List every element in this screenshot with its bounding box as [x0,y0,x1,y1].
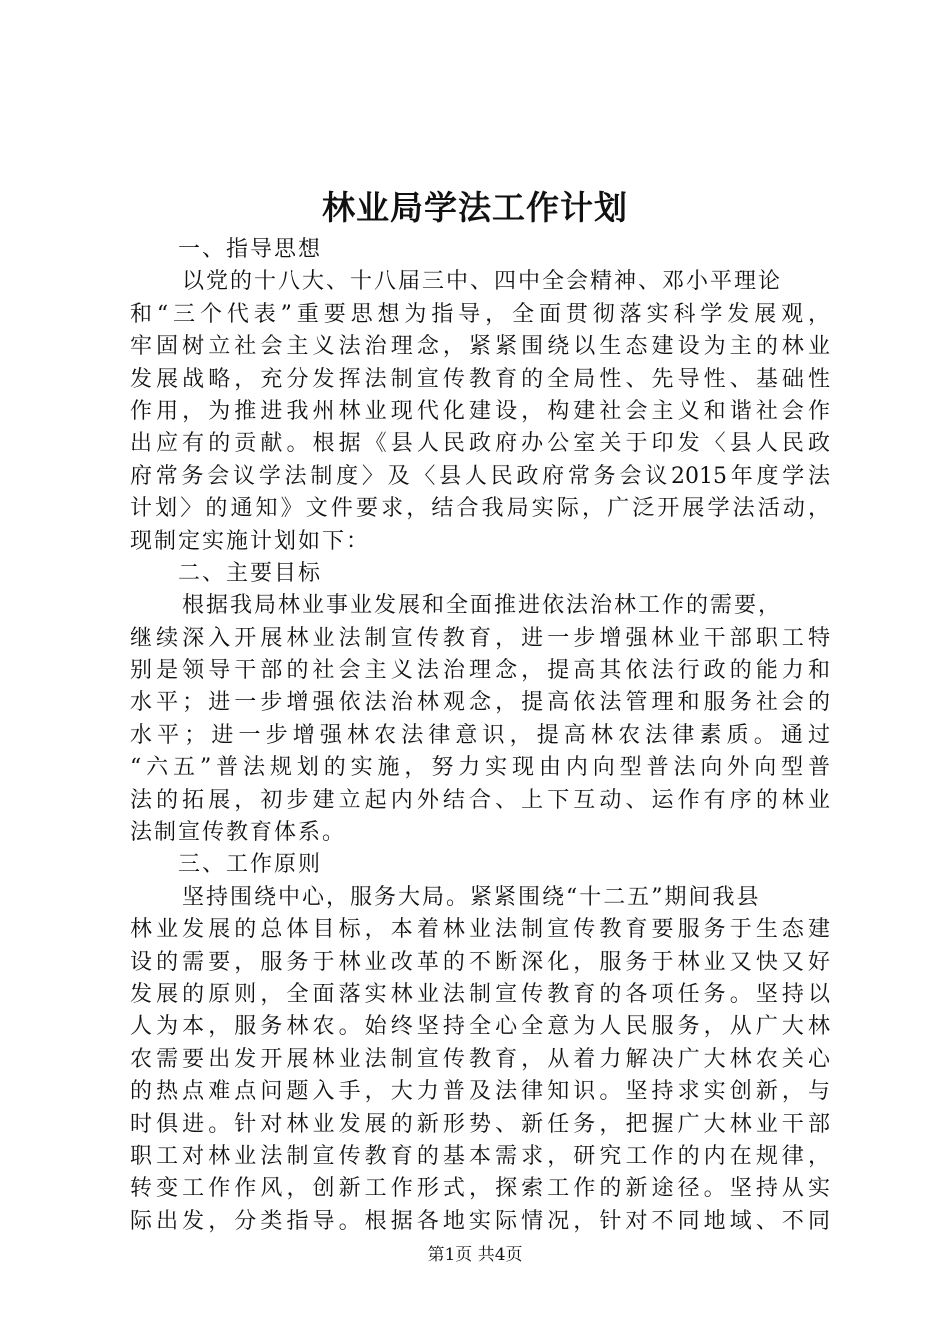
paragraph-line: “六五”普法规划的实施，努力实现由内向型普法向外向型普 [130,755,830,781]
paragraph-line: 作用，为推进我州林业现代化建设，构建社会主义和谐社会作 [130,398,830,424]
paragraph-line: 林业发展的总体目标，本着林业法制宣传教育要服务于生态建 [130,917,830,943]
paragraph-line: 人为本，服务林农。始终坚持全心全意为人民服务，从广大林 [130,1014,830,1040]
document-body [130,234,830,1238]
paragraph-line: 时俱进。针对林业发展的新形势、新任务，把握广大林业干部 [130,1111,830,1137]
paragraph-line: 际出发，分类指导。根据各地实际情况，针对不同地域、不同 [130,1208,830,1234]
paragraph-line: 牢固树立社会主义法治理念，紧紧围绕以生态建设为主的林业 [130,334,830,360]
paragraph-line: 计划〉的通知》文件要求，结合我局实际，广泛开展学法活动， [130,496,830,522]
paragraph-line: 法的拓展，初步建立起内外结合、上下互动、运作有序的林业 [130,787,830,813]
paragraph-line: 水平；进一步增强林农法律意识，提高林农法律素质。通过 [130,722,830,748]
paragraph-line: 发展的原则，全面落实林业法制宣传教育的各项任务。坚持以 [130,981,830,1007]
paragraph-line: 以党的十八大、十八届三中、四中全会精神、邓小平理论 [182,269,783,295]
page-number-footer: 第1页 共4页 [427,1245,523,1265]
paragraph-line: 农需要出发开展林业法制宣传教育，从着力解决广大林农关心 [130,1046,830,1072]
section-heading-guiding-ideology: 一、指导思想 [178,237,323,262]
paragraph-line: 的热点难点问题入手，大力普及法律知识。坚持求实创新，与 [130,1079,830,1105]
paragraph-line: 转变工作作风，创新工作形式，探索工作的新途径。坚持从实 [130,1176,830,1202]
paragraph-line: 设的需要，服务于林业改革的不断深化，服务于林业又快又好 [130,949,830,975]
paragraph-line: 职工对林业法制宣传教育的基本需求，研究工作的内在规律， [130,1143,830,1169]
paragraph-line: 和“三个代表”重要思想为指导，全面贯彻落实科学发展观， [130,301,830,327]
paragraph-line: 别是领导干部的社会主义法治理念，提高其依法行政的能力和 [130,658,830,684]
paragraph-line: 现制定实施计划如下： [130,528,371,554]
paragraph-line: 府常务会议学法制度〉及〈县人民政府常务会议2015年度学法 [130,463,830,489]
paragraph-line: 发展战略，充分发挥法制宣传教育的全局性、先导性、基础性 [130,366,830,392]
section-heading-work-principles: 三、工作原则 [178,852,323,878]
paragraph-line: 根据我局林业事业发展和全面推进依法治林工作的需要， [182,593,783,619]
paragraph-line: 继续深入开展林业法制宣传教育，进一步增强林业干部职工特 [130,625,830,651]
paragraph-line: 坚持围绕中心，服务大局。紧紧围绕“十二五”期间我县 [182,884,761,910]
paragraph-line: 水平；进一步增强依法治林观念，提高依法管理和服务社会的 [130,690,830,716]
paragraph-line: 出应有的贡献。根据《县人民政府办公室关于印发〈县人民政 [130,431,830,457]
paragraph-line: 法制宣传教育体系。 [130,820,347,846]
section-heading-main-goals: 二、主要目标 [178,560,323,586]
document-title: 林业局学法工作计划 [322,188,628,227]
